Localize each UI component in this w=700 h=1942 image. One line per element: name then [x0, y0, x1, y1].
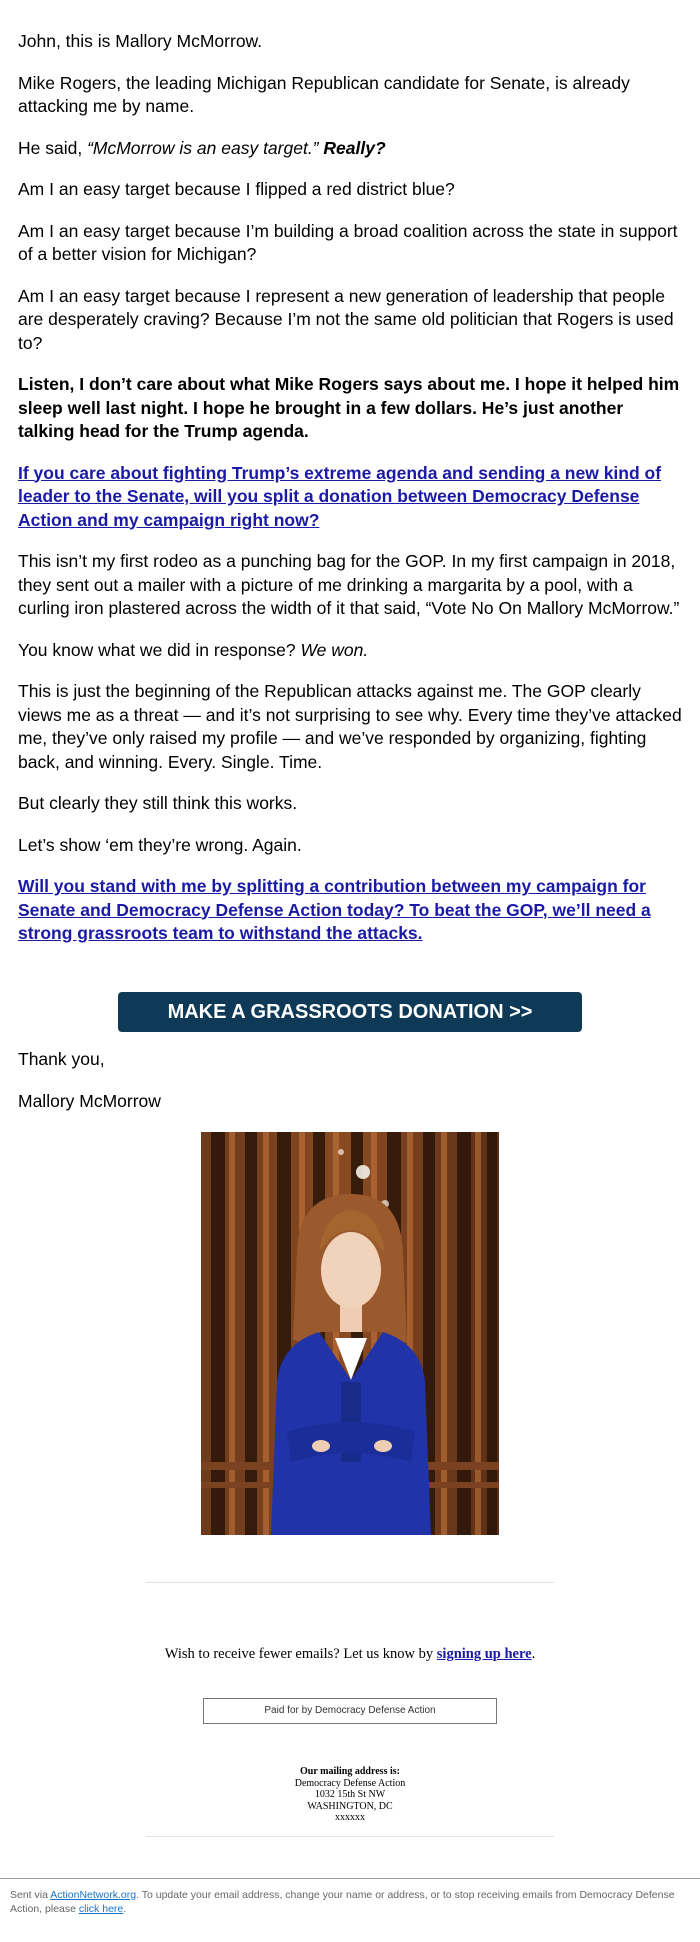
donation-link-1[interactable]: If you care about fighting Trump’s extreme agenda and sending a new kind of leader to the Senate, will you split a donation between Democracy Defense Action and my campaign right now? — [18, 462, 662, 530]
candidate-portrait-illustration — [201, 1132, 499, 1535]
paragraph-still-think: But clearly they still think this works. — [18, 793, 298, 813]
donate-button[interactable]: MAKE A GRASSROOTS DONATION >> — [118, 992, 582, 1032]
candidate-photo — [201, 1132, 499, 1535]
paragraph-coalition: Am I an easy target because I’m building a broad coalition across the state in support of a better vision for Michigan? — [18, 220, 678, 264]
quote-prefix: He said, — [18, 137, 88, 158]
paid-for-disclaimer: Paid for by Democracy Defense Action — [203, 1698, 497, 1724]
sent-via-prefix: Sent via — [10, 1889, 51, 1901]
signing-up-link[interactable]: signing up here — [436, 1646, 532, 1662]
mailing-address — [0, 1766, 700, 1824]
fewer-emails-text: Wish to receive fewer emails? Let us know by — [164, 1646, 437, 1662]
address-zip: xxxxxx — [335, 1812, 365, 1823]
greeting: John, this is Mallory McMorrow. — [18, 31, 263, 51]
thanks: Thank you, — [18, 1049, 105, 1069]
sent-via-text: . To update your email address, change your name or address, or to stop receiving emails from Democracy Defense Action, please — [10, 1889, 675, 1915]
footer-divider — [0, 1878, 700, 1879]
address-org: Democracy Defense Action — [294, 1777, 406, 1789]
address-city: WASHINGTON, DC — [307, 1800, 393, 1812]
donation-link-2[interactable]: Will you stand with me by splitting a contribution between my campaign for Senate and Democracy Defense Action today? To beat the GOP, we’ll need a strong grassroots team to withstand the attacks. — [18, 876, 651, 943]
paragraph-quote — [18, 137, 682, 161]
paragraph-rogers-attack: Mike Rogers, the leading Michigan Republican candidate for Senate, is already attacking me by name. — [18, 72, 630, 116]
paragraph-we-won — [18, 639, 682, 663]
actionnetwork-link[interactable]: ActionNetwork.org — [50, 1889, 137, 1901]
divider-top — [146, 1582, 554, 1583]
fewer-emails-suffix: . — [531, 1646, 536, 1662]
paragraph-show-em: Let’s show ‘em they’re wrong. Again. — [18, 834, 302, 855]
paragraph-beginning: This is just the beginning of the Republican attacks against me. The GOP clearly views me as a threat — and it’s not surprising to see why. Every time they’ve attacked me, they’ve only raised my profile — and we’ve responded by organizing, fighting back, and winning. Every. Single. Time. — [18, 681, 682, 772]
click-here-link[interactable]: click here — [78, 1903, 124, 1915]
paragraph-listen: Listen, I don’t care about what Mike Rogers says about me. I hope it helped him sleep well last night. I hope he brought in a few dollars. He’s just another talking head for the Trump agenda. — [18, 374, 680, 441]
quote-emphasis: Really? — [323, 137, 386, 158]
cta-container — [118, 992, 582, 1032]
signature: Mallory McMorrow — [18, 1091, 161, 1111]
fewer-emails — [0, 1646, 700, 1663]
footer-note — [10, 1888, 680, 1916]
footer-end-period: . — [123, 1903, 127, 1915]
email-body — [18, 30, 682, 964]
quote-text: “McMorrow is an easy target.” — [87, 137, 319, 158]
we-won-prefix: You know what we did in response? — [18, 639, 301, 660]
divider-bottom — [146, 1836, 554, 1837]
paragraph-first-rodeo: This isn’t my first rodeo as a punching bag for the GOP. In my first campaign in 2018, they sent out a mailer with a picture of me drinking a margarita by a pool, with a curling iron plastered across the width of it that said, “Vote No On Mallory McMorrow.” — [18, 551, 680, 618]
paragraph-new-generation: Am I an easy target because I represent a new generation of leadership that people are desperately craving? Because I’m not the same old politician that Rogers is used to? — [18, 285, 674, 353]
paragraph-flipped-district: Am I an easy target because I flipped a red district blue? — [18, 179, 455, 199]
we-won-emphasis: We won. — [300, 639, 369, 660]
address-heading: Our mailing address is: — [300, 1766, 400, 1777]
address-street: 1032 15th St NW — [314, 1789, 386, 1800]
